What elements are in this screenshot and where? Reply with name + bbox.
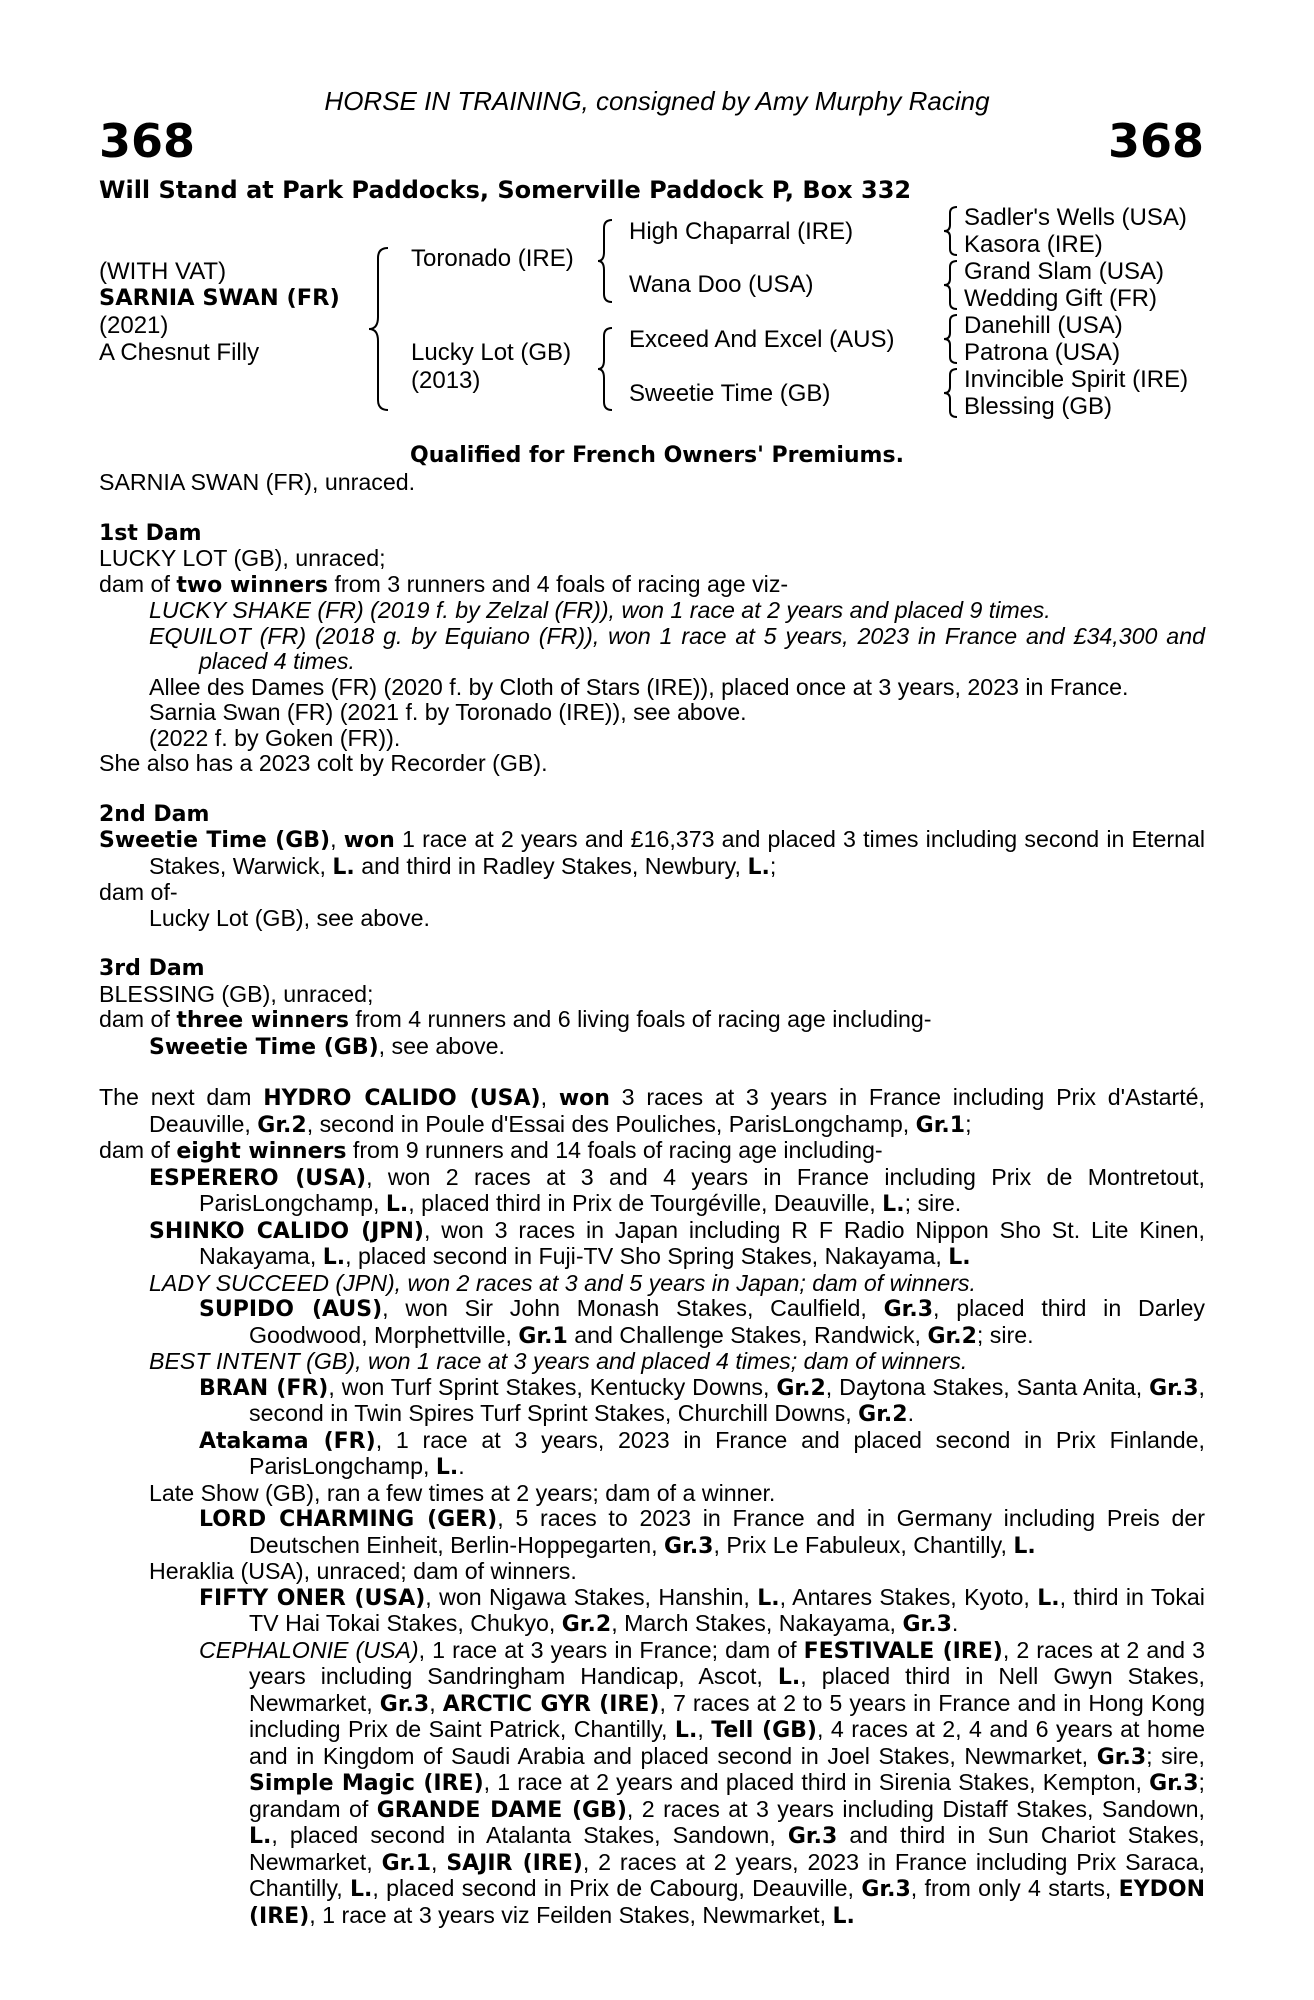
produce-item: Lucky Lot (GB), see above. bbox=[149, 904, 430, 931]
first-dam-section bbox=[99, 521, 1205, 777]
produce-item: BRAN (FR), won Turf Sprint Stakes, Kentucky Downs, Gr.2, Daytona Stakes, Santa Anita, Gr.3, second in Twin Spires Turf Sprint Stakes, Churchill Downs, Gr.2. bbox=[199, 1373, 1205, 1427]
premium-note: Qualified for French Owners' Premiums. bbox=[410, 443, 904, 468]
produce-item: BEST INTENT (GB), won 1 race at 3 years and placed 4 times; dam of winners. bbox=[149, 1348, 968, 1374]
intro-line: SARNIA SWAN (FR), unraced. bbox=[99, 469, 416, 495]
dam-produce-summary: dam of- bbox=[99, 879, 178, 905]
catalogue-body bbox=[99, 470, 1205, 1929]
ancestor-7: Invincible Spirit (IRE) bbox=[964, 366, 1189, 393]
pedigree-brace-g1 bbox=[942, 205, 962, 257]
ancestor-4: Wedding Gift (FR) bbox=[964, 285, 1157, 312]
ancestor-2: Kasora (IRE) bbox=[964, 231, 1103, 258]
third-dam-section bbox=[99, 956, 1205, 1060]
produce-item: LADY SUCCEED (JPN), won 2 races at 3 and 5 years in Japan; dam of winners. bbox=[149, 1269, 976, 1296]
dam-year: (2013) bbox=[411, 367, 481, 394]
section-heading: 1st Dam bbox=[99, 520, 202, 546]
dam-name: Lucky Lot (GB) bbox=[411, 339, 572, 366]
produce-item: Sarnia Swan (FR) (2021 f. by Toronado (IRE)), see above. bbox=[149, 699, 747, 725]
pedigree-brace-g4 bbox=[942, 367, 962, 419]
produce-item: SUPIDO (AUS), won Sir John Monash Stakes, Caulfield, Gr.3, placed third in Darley Goodwood, Morphettville, Gr.1 and Challenge Stakes, Randwick, Gr.2; sire. bbox=[199, 1295, 1205, 1349]
consignor-title: HORSE IN TRAINING, consigned by Amy Murphy Racing bbox=[324, 86, 990, 116]
pedigree-brace-g2 bbox=[942, 259, 962, 311]
produce-item: EQUILOT (FR) (2018 g. by Equiano (FR)), won 1 race at 5 years, 2023 in France and £34,300 and placed 4 times. bbox=[149, 622, 1205, 674]
dam-line: LUCKY LOT (GB), unraced; bbox=[99, 545, 386, 571]
produce-item: Atakama (FR), 1 race at 3 years, 2023 in France and placed second in Prix Finlande, ParisLongchamp, L.. bbox=[199, 1426, 1205, 1480]
lot-number-left: 368 bbox=[99, 114, 196, 168]
dam-produce-summary: dam of three winners from 4 runners and 6 living foals of racing age including- bbox=[99, 1006, 932, 1033]
pedigree-brace-sire bbox=[596, 218, 618, 304]
section-heading: 3rd Dam bbox=[99, 956, 205, 981]
sire-name: Toronado (IRE) bbox=[411, 245, 574, 272]
pedigree-brace-main bbox=[366, 246, 396, 412]
lot-number-right: 368 bbox=[1107, 114, 1204, 168]
produce-item: Sweetie Time (GB), see above. bbox=[149, 1032, 505, 1060]
dam-produce-summary: dam of two winners from 3 runners and 4 foals of racing age viz- bbox=[99, 570, 789, 598]
dam-line: Sweetie Time (GB), won 1 race at 2 years and £16,373 and placed 3 times including second in Eternal Stakes, Warwick, L. and third in Radley Stakes, Newbury, L.; bbox=[99, 826, 1206, 880]
grandsire-maternal: Exceed And Excel (AUS) bbox=[629, 326, 895, 353]
granddam-maternal: Sweetie Time (GB) bbox=[629, 380, 831, 407]
granddam-paternal: Wana Doo (USA) bbox=[629, 271, 814, 298]
pedigree-brace-g3 bbox=[942, 313, 962, 365]
horse-name: SARNIA SWAN (FR) bbox=[99, 285, 340, 311]
section-heading: 2nd Dam bbox=[99, 801, 210, 827]
next-dam-line: The next dam HYDRO CALIDO (USA), won 3 races at 3 years in France including Prix d'Astarté, Deauville, Gr.2, second in Poule d'Essai des Pouliches, ParisLongchamp, Gr.1; bbox=[99, 1084, 1206, 1138]
produce-item: Heraklia (USA), unraced; dam of winners. bbox=[149, 1558, 577, 1584]
ancestor-5: Danehill (USA) bbox=[964, 312, 1123, 339]
ancestor-8: Blessing (GB) bbox=[964, 393, 1113, 420]
next-dam-section bbox=[99, 1085, 1205, 1929]
ancestor-3: Grand Slam (USA) bbox=[964, 258, 1165, 285]
ancestor-1: Sadler's Wells (USA) bbox=[964, 204, 1187, 231]
pedigree-brace-dam bbox=[596, 326, 618, 412]
produce-item: ESPERERO (USA), won 2 races at 3 and 4 years in France including Prix de Montretout, ParisLongchamp, L., placed third in Prix de Tourgéville, Deauville, L.; sire. bbox=[149, 1163, 1205, 1217]
produce-note: She also has a 2023 colt by Recorder (GB). bbox=[99, 750, 548, 776]
produce-item: FIFTY ONER (USA), won Nigawa Stakes, Hanshin, L., Antares Stakes, Kyoto, L., third in Tokai TV Hai Tokai Stakes, Chukyo, Gr.2, March Stakes, Nakayama, Gr.3. bbox=[199, 1583, 1205, 1637]
horse-description: A Chesnut Filly bbox=[99, 339, 260, 366]
dam-produce-summary: dam of eight winners from 9 runners and 14 foals of racing age including- bbox=[99, 1137, 883, 1164]
grandsire-paternal: High Chaparral (IRE) bbox=[629, 218, 854, 245]
produce-item: LUCKY SHAKE (FR) (2019 f. by Zelzal (FR)), won 1 race at 2 years and placed 9 times. bbox=[149, 597, 1051, 623]
produce-item: Allee des Dames (FR) (2020 f. by Cloth of Stars (IRE)), placed once at 3 years, 2023 in France. bbox=[149, 673, 1129, 700]
produce-item: Late Show (GB), ran a few times at 2 years; dam of a winner. bbox=[149, 1479, 776, 1506]
horse-year: (2021) bbox=[99, 312, 169, 339]
produce-item: SHINKO CALIDO (JPN), won 3 races in Japan including R F Radio Nippon Sho St. Lite Kinen, Nakayama, L., placed second in Fuji-TV Sho Spring Stakes, Nakayama, L. bbox=[149, 1216, 1205, 1270]
ancestor-6: Patrona (USA) bbox=[964, 339, 1121, 366]
produce-item: LORD CHARMING (GER), 5 races to 2023 in France and in Germany including Preis der Deutschen Einheit, Berlin-Hoppegarten, Gr.3, Prix Le Fabuleux, Chantilly, L. bbox=[199, 1505, 1205, 1559]
dam-line: BLESSING (GB), unraced; bbox=[99, 980, 374, 1007]
produce-item: CEPHALONIE (USA), 1 race at 3 years in France; dam of FESTIVALE (IRE), 2 races at 2 and 3 years including Sandringham Handicap, Ascot, L., placed third in Nell Gwyn Stakes, Newmarket, Gr.3, ARCTIC GYR (IRE), 7 races at 2 to 5 years in France and in Hong Kong including Prix de Saint Patrick, Chantilly, L., Tell (GB), 4 races at 2, 4 and 6 years at home and in Kingdom of Saudi Arabia and placed second in Joel Stakes, Newmarket, Gr.3; sire, Simple Magic (IRE), 1 race at 2 years and placed third in Sirenia Stakes, Kempton, Gr.3; grandam of GRANDE DAME (GB), 2 races at 3 years including Distaff Stakes, Sandown, L., placed second in Atalanta Stakes, Sandown, Gr.3 and third in Sun Chariot Stakes, Newmarket, Gr.1, SAJIR (IRE), 2 races at 2 years, 2023 in France including Prix Saraca, Chantilly, L., placed second in Prix de Cabourg, Deauville, Gr.3, from only 4 starts, EYDON (IRE), 1 race at 3 years viz Feilden Stakes, Newmarket, L. bbox=[199, 1636, 1206, 1929]
stand-location: Will Stand at Park Paddocks, Somerville Paddock P, Box 332 bbox=[99, 176, 912, 204]
vat-note: (WITH VAT) bbox=[99, 258, 227, 285]
produce-item: (2022 f. by Goken (FR)). bbox=[149, 724, 401, 751]
second-dam-section bbox=[99, 802, 1205, 932]
